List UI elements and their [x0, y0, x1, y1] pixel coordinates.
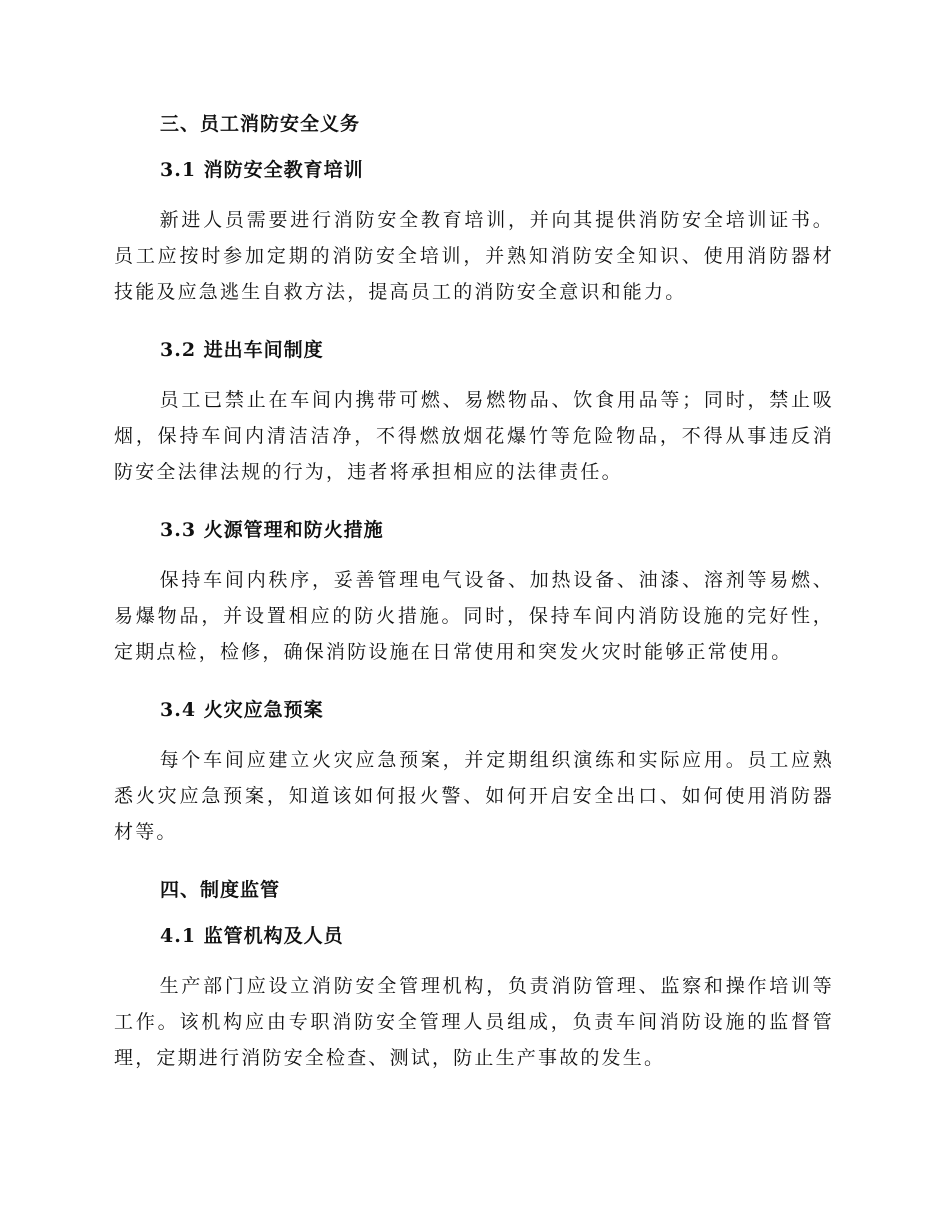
paragraph-3-1: 新进人员需要进行消防安全教育培训，并向其提供消防安全培训证书。员工应按时参加定期的消防安全培训，并熟知消防安全知识、使用消防器材技能及应急逃生自救方法，提高员工的消防安全意识和能力。: [114, 209, 834, 303]
paragraph-4-1: 生产部门应设立消防安全管理机构，负责消防管理、监察和操作培训等工作。该机构应由专职消防安全管理人员组成，负责车间消防设施的监督管理，定期进行消防安全检查、测试，防止生产事故的发生。: [114, 975, 834, 1069]
document-body: [114, 106, 834, 1098]
subsection-heading-3-1: 3.1 消防安全教育培训: [160, 159, 364, 181]
paragraph-3-4: 每个车间应建立火灾应急预案，并定期组织演练和实际应用。员工应熟悉火灾应急预案，知道该如何报火警、如何开启安全出口、如何使用消防器材等。: [114, 749, 834, 843]
subsection-heading-3-4: 3.4 火灾应急预案: [160, 699, 324, 721]
section-heading-3: 三、员工消防安全义务: [160, 113, 361, 135]
subsection-heading-3-2: 3.2 进出车间制度: [160, 339, 324, 361]
section-heading-4: 四、制度监管: [160, 879, 281, 901]
subsection-heading-3-3: 3.3 火源管理和防火措施: [160, 519, 384, 541]
paragraph-3-2: 员工已禁止在车间内携带可燃、易燃物品、饮食用品等；同时，禁止吸烟，保持车间内清洁洁净，不得燃放烟花爆竹等危险物品，不得从事违反消防安全法律法规的行为，违者将承担相应的法律责任。: [114, 389, 834, 483]
subsection-heading-4-1: 4.1 监管机构及人员: [160, 925, 344, 947]
paragraph-3-3: 保持车间内秩序，妥善管理电气设备、加热设备、油漆、溶剂等易燃、易爆物品，并设置相应的防火措施。同时，保持车间内消防设施的完好性，定期点检，检修，确保消防设施在日常使用和突发火灾时能够正常使用。: [114, 569, 834, 663]
